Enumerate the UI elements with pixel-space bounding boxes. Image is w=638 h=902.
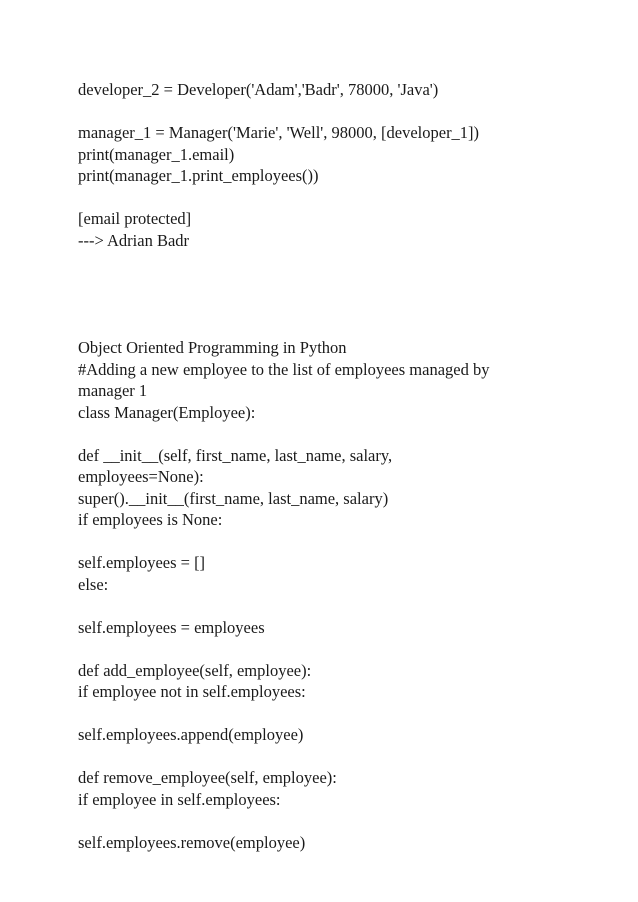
text-line: if employee in self.employees: — [78, 789, 281, 809]
text-line: super().__init__(first_name, last_name, salary) — [78, 488, 389, 508]
document-text — [78, 79, 618, 853]
text-line: self.employees.append(employee) — [78, 725, 304, 744]
blank-section — [78, 251, 618, 316]
text-line: else: — [78, 574, 109, 594]
text-line: ---> Adrian Badr — [78, 230, 190, 250]
text-line: self.employees = employees — [78, 617, 265, 637]
text-line: print(manager_1.email) — [78, 144, 235, 164]
blank-line — [78, 101, 618, 123]
blank-line — [78, 316, 618, 338]
text-line: if employees is None: — [78, 510, 223, 529]
text-line: print(manager_1.print_employees()) — [78, 166, 319, 185]
blank-line — [78, 703, 618, 725]
section-heading: Object Oriented Programming in Python — [78, 338, 347, 357]
text-line: developer_2 = Developer('Adam','Badr', 78000, 'Java') — [78, 80, 439, 99]
text-line: def __init__(self, first_name, last_name, salary, — [78, 445, 393, 465]
text-line: manager_1 = Manager('Marie', 'Well', 98000, [developer_1]) — [78, 123, 480, 142]
text-line: [email protected] — [78, 209, 192, 228]
blank-line — [78, 638, 618, 660]
text-line: class Manager(Employee): — [78, 402, 256, 422]
text-line: self.employees = [] — [78, 553, 206, 572]
blank-line — [78, 531, 618, 553]
blank-line — [78, 423, 618, 445]
blank-line — [78, 187, 618, 209]
text-line: manager 1 — [78, 381, 148, 400]
text-line: if employee not in self.employees: — [78, 682, 306, 701]
text-line: def remove_employee(self, employee): — [78, 768, 337, 787]
text-line: employees=None): — [78, 467, 204, 486]
text-line: self.employees.remove(employee) — [78, 832, 306, 852]
blank-line — [78, 810, 618, 832]
blank-line — [78, 595, 618, 617]
text-line: def add_employee(self, employee): — [78, 660, 312, 680]
text-line: #Adding a new employee to the list of employees managed by — [78, 359, 490, 379]
blank-line — [78, 746, 618, 768]
